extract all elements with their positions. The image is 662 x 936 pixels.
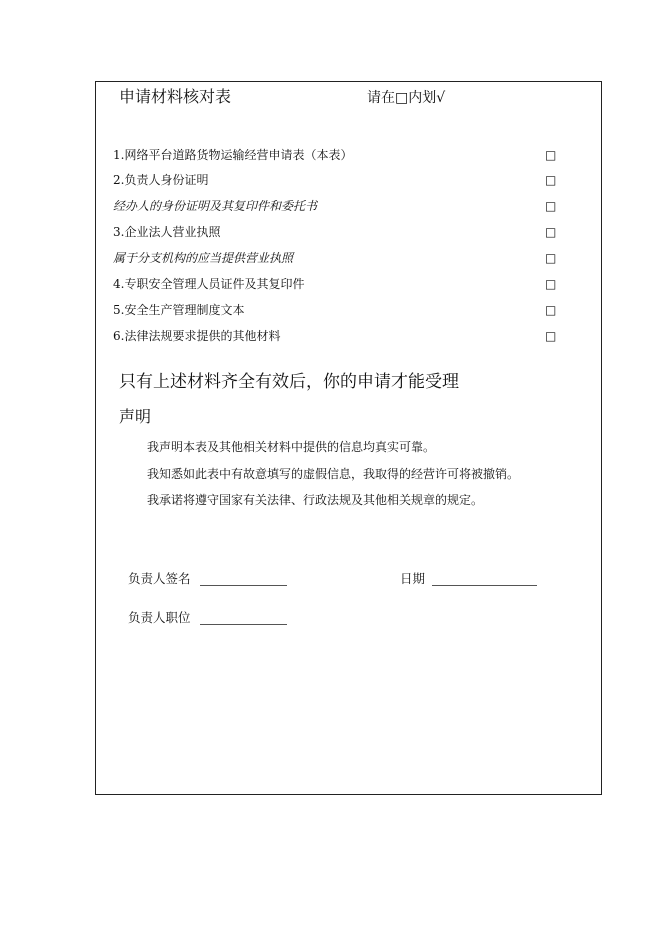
declaration-statement: 我声明本表及其他相关材料中提供的信息均真实可靠。 <box>147 440 436 454</box>
date-field[interactable] <box>432 585 537 586</box>
checklist-checkbox[interactable]: □ <box>545 225 557 239</box>
declaration-statement: 我知悉如此表中有故意填写的虚假信息，我取得的经营许可将被撤销。 <box>147 467 520 481</box>
instruction-hint: 请在□内划√ <box>367 90 446 106</box>
form-title: 申请材料核对表 <box>119 87 232 106</box>
checklist-checkbox[interactable]: □ <box>545 303 557 317</box>
acceptance-notice: 只有上述材料齐全有效后，你的申请才能受理 <box>119 372 459 392</box>
checklist-item-label: 3.企业法人营业执照 <box>113 225 221 239</box>
checklist-item-label: 6.法律法规要求提供的其他材料 <box>113 329 281 343</box>
signer-signature-field[interactable] <box>200 585 287 586</box>
checklist-item-label: 4.专职安全管理人员证件及其复印件 <box>113 277 305 291</box>
checklist-item-label: 属于分支机构的应当提供营业执照 <box>113 251 294 265</box>
checklist-item-label: 1.网络平台道路货物运输经营申请表（本表） <box>113 148 353 162</box>
checklist-checkbox[interactable]: □ <box>545 277 557 291</box>
checklist-item-label: 经办人的身份证明及其复印件和委托书 <box>113 199 318 213</box>
checklist-item-label: 5.安全生产管理制度文本 <box>113 303 245 317</box>
checklist-checkbox[interactable]: □ <box>545 329 557 343</box>
date-label: 日期 <box>400 571 426 586</box>
declaration-statement: 我承诺将遵守国家有关法律、行政法规及其他相关规章的规定。 <box>147 493 484 507</box>
signer-position-field[interactable] <box>200 624 287 625</box>
signer-signature-label: 负责人签名 <box>128 571 191 586</box>
declaration-heading: 声明 <box>119 407 152 426</box>
checklist-checkbox[interactable]: □ <box>545 173 557 187</box>
signer-position-label: 负责人职位 <box>128 610 191 625</box>
checklist-checkbox[interactable]: □ <box>545 251 557 265</box>
checklist-item-label: 2.负责人身份证明 <box>113 173 209 187</box>
checklist-checkbox[interactable]: □ <box>545 148 557 162</box>
checklist-form-border <box>95 81 602 795</box>
checklist-checkbox[interactable]: □ <box>545 199 557 213</box>
